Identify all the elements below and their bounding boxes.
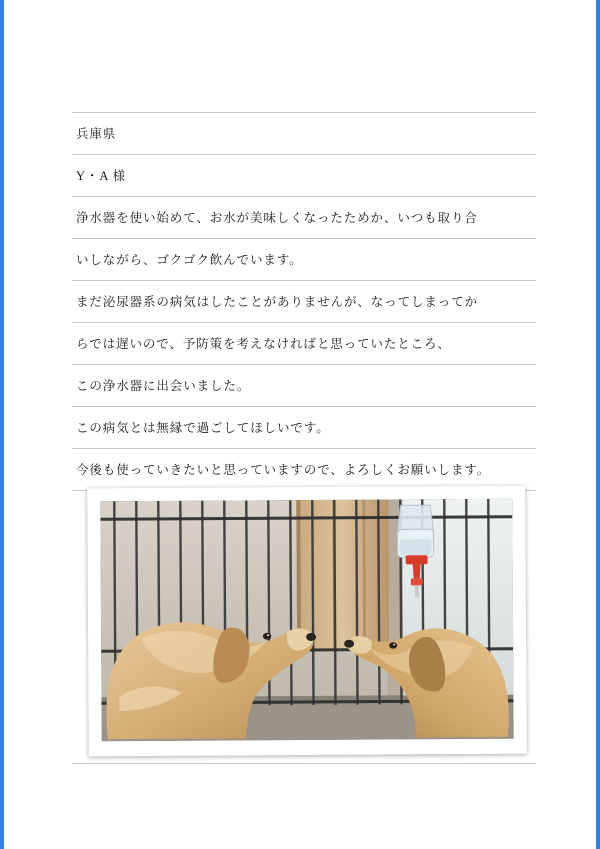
text-line-content: Y・A 様 xyxy=(76,169,126,183)
text-line-content: らでは遅いので、予防策を考えなければと思っていたところ、 xyxy=(76,337,451,351)
text-line xyxy=(72,280,536,322)
text-line xyxy=(72,112,536,154)
text-line xyxy=(72,448,536,490)
text-line-content: この病気とは無縁で過ごしてほしいです。 xyxy=(76,421,330,435)
photo-frame xyxy=(87,486,527,757)
photo-area xyxy=(88,487,526,755)
text-line-content: まだ泌尿器系の病気はしたことがありませんが、なってしまってか xyxy=(76,295,479,309)
text-line-content: 兵庫県 xyxy=(76,127,117,141)
text-line xyxy=(72,196,536,238)
photo-image xyxy=(100,499,513,742)
text-line-content: この浄水器に出会いました。 xyxy=(76,379,251,393)
text-line xyxy=(72,154,536,196)
letter-body xyxy=(72,112,536,491)
rule-divider-bottom xyxy=(72,763,536,764)
text-line xyxy=(72,322,536,364)
text-line-content: 浄水器を使い始めて、お水が美味しくなったためか、いつも取り合 xyxy=(76,211,478,225)
text-line xyxy=(72,406,536,448)
text-line xyxy=(72,364,536,406)
text-line xyxy=(72,238,536,280)
text-line-content: いしながら、ゴクゴク飲んでいます。 xyxy=(76,253,303,267)
text-line-content: 今後も使っていきたいと思っていますので、よろしくお願いします。 xyxy=(76,463,491,477)
dogs-photo-illustration xyxy=(100,499,513,742)
